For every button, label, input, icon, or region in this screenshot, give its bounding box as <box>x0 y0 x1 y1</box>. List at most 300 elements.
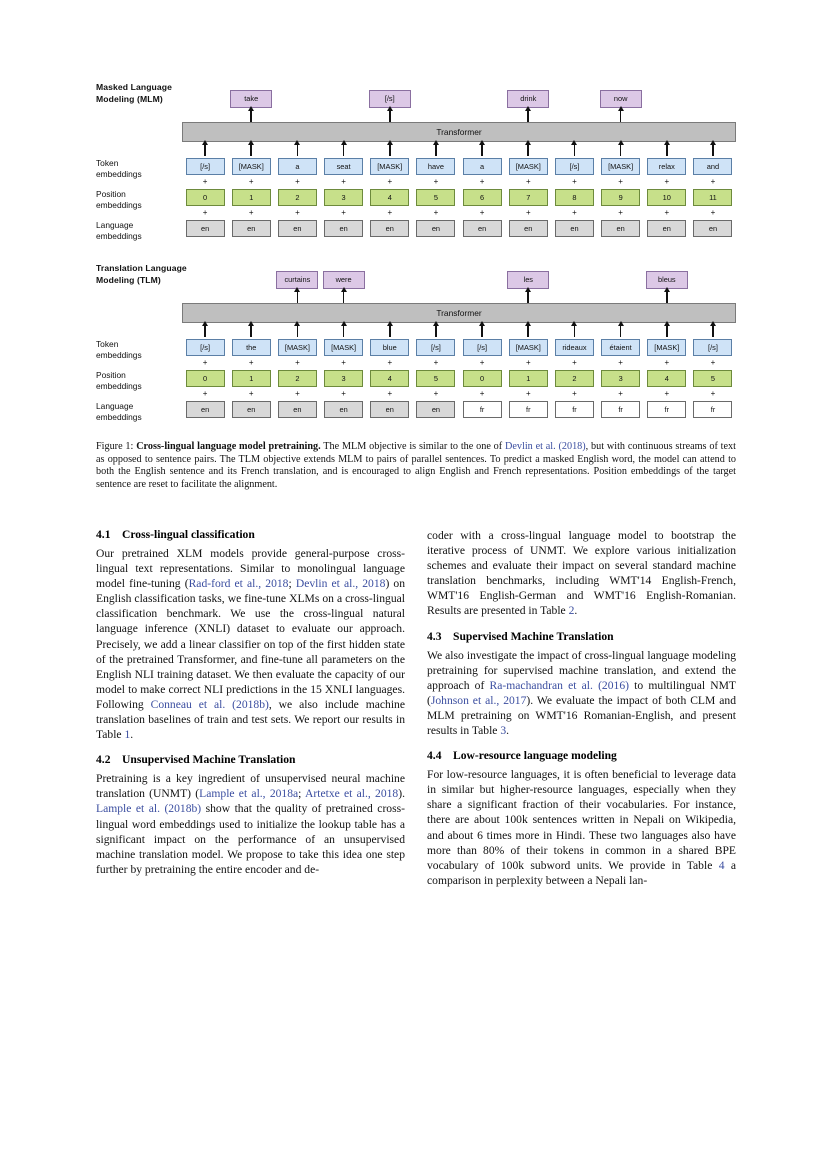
mlm-position-box-7: 7 <box>509 189 548 206</box>
mlm-sum2-plus-3: + <box>341 207 346 217</box>
p41-text-b: ; <box>288 577 296 591</box>
mlm-out-arrow-icon-7 <box>527 110 529 122</box>
citation-lample-2018a[interactable]: Lample et al., 2018a <box>199 787 299 801</box>
tlm-position-cell-7 <box>505 370 551 387</box>
tlm-transformer-label: Transformer <box>436 308 482 318</box>
tlm-out-slot-8 <box>551 291 597 303</box>
mlm-out-slot-8 <box>551 110 597 122</box>
tlm-token-cell-9 <box>598 339 644 356</box>
tlm-language-cell-9 <box>598 401 644 418</box>
mlm-sum2-plus-5: + <box>433 207 439 217</box>
mlm-position-cell-6 <box>459 189 505 206</box>
citation-artetxe-2018[interactable]: Artetxe et al., 2018 <box>305 787 399 801</box>
tlm-sum2-plus-7: + <box>525 388 531 398</box>
mlm-out-slot-10 <box>644 110 690 122</box>
mlm-sum1-plus-5: + <box>433 176 439 186</box>
tlm-output-arrows <box>182 291 736 303</box>
mlm-in-arrow-icon-7 <box>527 144 529 156</box>
mlm-sum1-plus-10: + <box>664 176 670 186</box>
mlm-output-cell-2 <box>274 90 320 108</box>
mlm-sum2-plus-7: + <box>525 207 531 217</box>
tlm-token-cell-3 <box>321 339 367 356</box>
tlm-language-cell-11 <box>690 401 736 418</box>
figure-caption <box>96 441 736 491</box>
mlm-in-arrow-icon-2 <box>297 144 299 156</box>
mlm-position-box-0: 0 <box>186 189 225 206</box>
paragraph-4-4 <box>427 767 736 888</box>
p42-text-d: show that the quality of pretrained cross-lingual word embeddings used to initialize the lookup table has a significant impact on the performance of an unsupervised machine translation model. We propose to take this idea one step further by pretraining the entire encoder and de- <box>96 802 405 876</box>
tlm-language-cell-8 <box>551 401 597 418</box>
tlm-position-box-2: 2 <box>278 370 317 387</box>
mlm-token-cell-11 <box>690 158 736 175</box>
mlm-out-slot-11 <box>690 110 736 122</box>
mlm-out-slot-1 <box>228 110 274 122</box>
section-heading-4-1 <box>96 528 405 542</box>
label-token-2: embeddings <box>96 169 142 179</box>
caption-citation-devlin-year[interactable]: (2018) <box>555 441 586 452</box>
tlm-sum1-plus-5: + <box>433 357 439 367</box>
p43-text-b: to multilingual NMT ( <box>427 678 736 707</box>
tlm-output-empty-11 <box>693 272 732 289</box>
mlm-out-slot-4 <box>367 110 413 122</box>
table-ref-4[interactable]: 4 <box>718 858 725 872</box>
tlm-output-cell-8 <box>551 271 597 289</box>
section-heading-4-3 <box>427 630 736 644</box>
mlm-transformer-label: Transformer <box>436 127 482 137</box>
tlm-output-cell-0 <box>182 271 228 289</box>
caption-bold-title: Cross-lingual language model pretraining. <box>136 441 321 452</box>
mlm-position-cell-7 <box>505 189 551 206</box>
tlm-token-box-8: rideaux <box>555 339 594 356</box>
mlm-token-cell-6 <box>459 158 505 175</box>
mlm-token-cell-3 <box>321 158 367 175</box>
mlm-language-cell-11 <box>690 220 736 237</box>
tlm-sum2-plus-1: + <box>248 388 254 398</box>
paragraph-4-2 <box>96 771 405 877</box>
tlm-language-box-0: en <box>186 401 225 418</box>
mlm-output-empty-5 <box>416 91 455 108</box>
tlm-sum1-plus-9: + <box>618 357 623 367</box>
p42c-text-a: coder with a cross-lingual language model to bootstrap the iterative process of UNMT. We explore various initialization schemes and evaluate their impact on several standard machine translation benchmarks, including WMT'14 English-French, WMT'16 English-German and WMT'16 English-Romanian. Results are presented in Table <box>427 529 736 618</box>
tlm-out-slot-3 <box>321 291 367 303</box>
table-ref-2[interactable]: 2 <box>568 604 575 618</box>
mlm-token-box-11: and <box>693 158 732 175</box>
tlm-sum2-plus-6: + <box>479 388 485 398</box>
p43-text-a: We also investigate the impact of cross-lingual language modeling pretraining for supervised machine translation, and extend the approach of <box>427 648 736 692</box>
tlm-language-cell-7 <box>505 401 551 418</box>
left-column <box>96 528 405 877</box>
mlm-output-cell-10 <box>644 90 690 108</box>
tlm-language-box-6: fr <box>463 401 502 418</box>
mlm-language-box-5: en <box>416 220 455 237</box>
tlm-out-slot-6 <box>459 291 505 303</box>
mlm-input-arrows <box>182 144 736 156</box>
tlm-position-box-10: 4 <box>647 370 686 387</box>
tlm-in-arrow-icon-8 <box>574 325 576 337</box>
tlm-in-arrow-icon-3 <box>343 325 345 337</box>
tlm-language-box-7: fr <box>509 401 548 418</box>
mlm-sum2-plus-0: + <box>202 207 208 217</box>
mlm-out-slot-6 <box>459 110 505 122</box>
section-title-4-1: Cross-lingual classification <box>122 528 255 541</box>
mlm-token-cell-0 <box>182 158 228 175</box>
p42c-text-b: . <box>574 604 578 618</box>
mlm-in-arrow-icon-0 <box>204 144 206 156</box>
mlm-sum1-plus-7: + <box>525 176 531 186</box>
tlm-output-empty-8 <box>555 272 594 289</box>
tlm-token-cell-10 <box>644 339 690 356</box>
tlm-language-box-9: fr <box>601 401 640 418</box>
tlm-language-cell-1 <box>228 401 274 418</box>
tlm-output-box-7: les <box>507 271 549 289</box>
figure-1-diagram <box>96 78 736 438</box>
mlm-block-title <box>96 82 172 105</box>
mlm-language-box-7: en <box>509 220 548 237</box>
section-title-4-2: Unsupervised Machine Translation <box>122 753 296 767</box>
citation-johnson-2017[interactable]: Johnson et al., 2017 <box>430 693 527 707</box>
tlm-token-cell-11 <box>690 339 736 356</box>
tlm-in-slot-4 <box>367 325 413 337</box>
tlm-language-row <box>182 401 736 418</box>
mlm-language-box-10: en <box>647 220 686 237</box>
tlm-sum2-plus-0: + <box>202 388 208 398</box>
tlm-in-arrow-icon-9 <box>620 325 622 337</box>
tlm-language-box-11: fr <box>693 401 732 418</box>
section-heading-4-4 <box>427 749 736 763</box>
tlm-output-cell-1 <box>228 271 274 289</box>
tlm-language-cell-4 <box>367 401 413 418</box>
mlm-out-slot-3 <box>321 110 367 122</box>
tlm-block-title <box>96 263 187 286</box>
mlm-sum1-plus-4: + <box>387 176 393 186</box>
tlm-in-slot-10 <box>644 325 690 337</box>
mlm-position-box-3: 3 <box>324 189 363 206</box>
mlm-in-slot-11 <box>690 144 736 156</box>
mlm-language-cell-1 <box>228 220 274 237</box>
mlm-sum2-plus-9: + <box>618 207 623 217</box>
mlm-token-cell-4 <box>367 158 413 175</box>
mlm-in-arrow-icon-3 <box>343 144 345 156</box>
tlm-output-box-10: bleus <box>646 271 688 289</box>
mlm-language-row-label <box>96 220 142 242</box>
mlm-token-cell-8 <box>551 158 597 175</box>
section-number-4-3: 4.3 <box>427 629 442 643</box>
mlm-token-cell-7 <box>505 158 551 175</box>
p44-text-b: a comparison in perplexity between a Nepali lan- <box>427 858 737 887</box>
table-ref-3[interactable]: 3 <box>500 724 507 738</box>
tlm-position-row-label <box>96 370 142 392</box>
mlm-position-cell-1 <box>228 189 274 206</box>
caption-text-2: , but with continuous streams of text as opposed to sentence pairs. The TLM objective extends MLM to pairs of parallel sentences. To predict a masked English word, the model can attend to both the English sentence and its French translation, and is encouraged to align English and French representations. Position embeddings of the target sentence are reset to facilitate the alignment. <box>96 441 736 490</box>
mlm-token-box-7: [MASK] <box>509 158 548 175</box>
mlm-sum2-plus-10: + <box>664 207 670 217</box>
tlm-out-slot-4 <box>367 291 413 303</box>
mlm-transformer-bar <box>182 122 736 142</box>
mlm-in-arrow-icon-10 <box>666 144 668 156</box>
tlm-sum1-plus-1: + <box>248 357 254 367</box>
label-token-1-tlm: Token <box>96 339 119 349</box>
mlm-token-cell-9 <box>598 158 644 175</box>
tlm-position-box-0: 0 <box>186 370 225 387</box>
mlm-language-cell-10 <box>644 220 690 237</box>
tlm-out-slot-0 <box>182 291 228 303</box>
mlm-sum1-plus-9: + <box>618 176 623 186</box>
mlm-sum1-plus-0: + <box>202 176 208 186</box>
mlm-plus-row-1 <box>182 177 736 186</box>
tlm-token-cell-4 <box>367 339 413 356</box>
tlm-position-box-9: 3 <box>601 370 640 387</box>
tlm-title-line1: Translation Language <box>96 263 187 273</box>
tlm-output-empty-9 <box>601 272 640 289</box>
mlm-output-empty-11 <box>693 91 732 108</box>
tlm-sum1-plus-3: + <box>341 357 346 367</box>
mlm-in-slot-6 <box>459 144 505 156</box>
label-position-2: embeddings <box>96 200 142 210</box>
mlm-output-empty-8 <box>555 91 594 108</box>
tlm-in-slot-1 <box>228 325 274 337</box>
paragraph-4-3 <box>427 648 736 739</box>
mlm-sum1-plus-8: + <box>572 176 577 186</box>
tlm-position-cell-2 <box>274 370 320 387</box>
mlm-out-slot-9 <box>598 110 644 122</box>
label-language-2-tlm: embeddings <box>96 412 142 422</box>
tlm-token-row <box>182 339 736 356</box>
mlm-language-cell-6 <box>459 220 505 237</box>
mlm-language-cell-7 <box>505 220 551 237</box>
mlm-output-empty-2 <box>278 91 317 108</box>
p41-text-e: . <box>130 728 134 742</box>
citation-radford-2018[interactable]: Rad-ford et al., 2018 <box>188 577 289 591</box>
mlm-language-row <box>182 220 736 237</box>
tlm-in-arrow-icon-6 <box>481 325 483 337</box>
tlm-out-arrow-icon-7 <box>527 291 529 303</box>
mlm-output-empty-10 <box>647 91 686 108</box>
mlm-language-box-8: en <box>555 220 594 237</box>
mlm-position-box-8: 8 <box>555 189 594 206</box>
mlm-language-cell-8 <box>551 220 597 237</box>
tlm-position-box-3: 3 <box>324 370 363 387</box>
mlm-out-slot-7 <box>505 110 551 122</box>
mlm-in-slot-9 <box>598 144 644 156</box>
mlm-token-box-8: [/s] <box>555 158 594 175</box>
mlm-position-box-11: 11 <box>693 189 732 206</box>
tlm-position-cell-8 <box>551 370 597 387</box>
tlm-sum1-plus-11: + <box>710 357 716 367</box>
mlm-language-cell-4 <box>367 220 413 237</box>
tlm-in-slot-5 <box>413 325 459 337</box>
mlm-in-slot-3 <box>321 144 367 156</box>
mlm-in-slot-1 <box>228 144 274 156</box>
mlm-sum1-plus-1: + <box>248 176 254 186</box>
mlm-in-arrow-icon-9 <box>620 144 622 156</box>
tlm-position-cell-1 <box>228 370 274 387</box>
tlm-out-slot-11 <box>690 291 736 303</box>
mlm-sum2-plus-2: + <box>295 207 300 217</box>
mlm-position-cell-4 <box>367 189 413 206</box>
mlm-position-cell-2 <box>274 189 320 206</box>
mlm-position-cell-10 <box>644 189 690 206</box>
tlm-position-cell-4 <box>367 370 413 387</box>
tlm-output-box-2: curtains <box>276 271 318 289</box>
label-position-1-tlm: Position <box>96 370 126 380</box>
tlm-sum2-plus-10: + <box>664 388 670 398</box>
tlm-language-box-4: en <box>370 401 409 418</box>
mlm-sum2-plus-6: + <box>479 207 485 217</box>
mlm-in-slot-10 <box>644 144 690 156</box>
p41-text-c: ) on English classification tasks, we fine-tune XLMs on a cross-lingual classification benchmark. We use the cross-lingual natural language inference (XNLI) dataset to evaluate our approach. Precisely, we add a linear classifier on top of the first hidden state of the pretrained Transformer, and fine-tune all parameters on the English NLI training dataset. We then evaluate the capacity of our model to make correct NLI predictions in the 15 XNLI languages. Following <box>96 577 406 711</box>
mlm-out-slot-0 <box>182 110 228 122</box>
mlm-token-box-1: [MASK] <box>232 158 271 175</box>
tlm-out-arrow-icon-3 <box>343 291 345 303</box>
tlm-in-slot-7 <box>505 325 551 337</box>
mlm-in-arrow-icon-5 <box>435 144 437 156</box>
mlm-sum2-plus-4: + <box>387 207 393 217</box>
tlm-in-slot-0 <box>182 325 228 337</box>
tlm-language-box-1: en <box>232 401 271 418</box>
mlm-output-cell-0 <box>182 90 228 108</box>
section-title-4-3: Supervised Machine Translation <box>453 629 614 643</box>
tlm-language-cell-3 <box>321 401 367 418</box>
tlm-output-empty-1 <box>232 272 271 289</box>
tlm-output-cell-4 <box>367 271 413 289</box>
label-token-2-tlm: embeddings <box>96 350 142 360</box>
citation-conneau-2018b[interactable]: Conneau et al. (2018b) <box>150 697 269 711</box>
tlm-position-cell-9 <box>598 370 644 387</box>
p42-text-a: Pretraining is a key ingredient of unsupervised neural machine translation (UNMT) ( <box>96 772 405 801</box>
citation-devlin-2018[interactable]: Devlin et al., 2018 <box>295 577 386 591</box>
mlm-position-box-5: 5 <box>416 189 455 206</box>
tlm-in-slot-11 <box>690 325 736 337</box>
mlm-output-box-7: drink <box>507 90 549 108</box>
mlm-position-box-10: 10 <box>647 189 686 206</box>
tlm-token-box-3: [MASK] <box>324 339 363 356</box>
tlm-sum1-plus-0: + <box>202 357 208 367</box>
mlm-position-box-9: 9 <box>601 189 640 206</box>
section-number-4-2: 4.2 <box>96 753 111 767</box>
tlm-position-box-7: 1 <box>509 370 548 387</box>
tlm-position-box-11: 5 <box>693 370 732 387</box>
tlm-sum2-plus-11: + <box>710 388 716 398</box>
tlm-language-box-2: en <box>278 401 317 418</box>
tlm-output-cell-5 <box>413 271 459 289</box>
mlm-sum2-plus-1: + <box>248 207 254 217</box>
tlm-language-box-10: fr <box>647 401 686 418</box>
mlm-sum1-plus-2: + <box>295 176 300 186</box>
p43-text-c: ). We evaluate the impact of both CLM and MLM pretraining on WMT'16 Romanian-English, and present results in Table <box>427 693 736 738</box>
table-ref-1[interactable]: 1 <box>124 728 131 742</box>
tlm-sum2-plus-4: + <box>387 388 393 398</box>
label-token-1: Token <box>96 158 119 168</box>
mlm-output-box-9: now <box>600 90 642 108</box>
mlm-position-row <box>182 189 736 206</box>
mlm-in-slot-5 <box>413 144 459 156</box>
tlm-token-box-10: [MASK] <box>647 339 686 356</box>
mlm-position-cell-5 <box>413 189 459 206</box>
mlm-language-box-1: en <box>232 220 271 237</box>
tlm-token-box-0: [/s] <box>186 339 225 356</box>
tlm-language-box-8: fr <box>555 401 594 418</box>
tlm-in-slot-6 <box>459 325 505 337</box>
tlm-sum2-plus-5: + <box>433 388 439 398</box>
citation-lample-2018b[interactable]: Lample et al. (2018b) <box>96 802 202 816</box>
tlm-token-cell-7 <box>505 339 551 356</box>
mlm-output-empty-3 <box>324 91 363 108</box>
tlm-token-box-11: [/s] <box>693 339 732 356</box>
mlm-language-box-3: en <box>324 220 363 237</box>
mlm-title-line2: Modeling (MLM) <box>96 93 163 104</box>
tlm-language-cell-6 <box>459 401 505 418</box>
tlm-language-cell-10 <box>644 401 690 418</box>
mlm-in-slot-2 <box>274 144 320 156</box>
tlm-output-row <box>182 271 736 289</box>
tlm-output-empty-5 <box>416 272 455 289</box>
mlm-language-box-11: en <box>693 220 732 237</box>
tlm-token-cell-5 <box>413 339 459 356</box>
citation-ramachandran-2016[interactable]: Ra-machandran et al. (2016) <box>489 678 629 692</box>
mlm-language-cell-9 <box>598 220 644 237</box>
mlm-position-cell-8 <box>551 189 597 206</box>
tlm-position-cell-0 <box>182 370 228 387</box>
tlm-output-cell-6 <box>459 271 505 289</box>
mlm-out-arrow-icon-9 <box>620 110 622 122</box>
tlm-token-cell-2 <box>274 339 320 356</box>
tlm-token-box-7: [MASK] <box>509 339 548 356</box>
section-heading-4-2 <box>96 753 405 767</box>
tlm-sum1-plus-6: + <box>479 357 485 367</box>
tlm-sum1-plus-8: + <box>572 357 577 367</box>
label-position-1: Position <box>96 189 126 199</box>
tlm-output-empty-0 <box>186 272 225 289</box>
tlm-position-box-4: 4 <box>370 370 409 387</box>
mlm-plus-row-2 <box>182 208 736 217</box>
mlm-output-cell-3 <box>321 90 367 108</box>
caption-label: Figure 1: <box>96 441 134 452</box>
section-title-4-4: Low-resource language modeling <box>453 749 617 763</box>
tlm-token-row-label <box>96 339 142 361</box>
caption-citation-devlin[interactable]: Devlin et al. <box>505 441 556 452</box>
tlm-token-box-1: the <box>232 339 271 356</box>
tlm-in-slot-9 <box>598 325 644 337</box>
tlm-in-arrow-icon-11 <box>712 325 714 337</box>
mlm-in-slot-8 <box>551 144 597 156</box>
tlm-in-slot-2 <box>274 325 320 337</box>
mlm-output-box-1: take <box>230 90 272 108</box>
mlm-output-empty-6 <box>463 91 502 108</box>
mlm-in-slot-4 <box>367 144 413 156</box>
mlm-position-cell-9 <box>598 189 644 206</box>
mlm-in-slot-7 <box>505 144 551 156</box>
mlm-token-box-10: relax <box>647 158 686 175</box>
p42-text-b: ; <box>298 787 305 801</box>
tlm-token-box-4: blue <box>370 339 409 356</box>
mlm-language-box-6: en <box>463 220 502 237</box>
tlm-sum1-plus-4: + <box>387 357 393 367</box>
tlm-out-arrow-icon-2 <box>297 291 299 303</box>
tlm-in-arrow-icon-4 <box>389 325 391 337</box>
mlm-output-cell-11 <box>690 90 736 108</box>
mlm-language-box-9: en <box>601 220 640 237</box>
tlm-input-arrows <box>182 325 736 337</box>
tlm-token-box-2: [MASK] <box>278 339 317 356</box>
mlm-in-arrow-icon-1 <box>250 144 252 156</box>
tlm-sum2-plus-2: + <box>295 388 300 398</box>
mlm-token-cell-5 <box>413 158 459 175</box>
tlm-sum1-plus-7: + <box>525 357 531 367</box>
mlm-output-empty-0 <box>186 91 225 108</box>
mlm-out-arrow-icon-4 <box>389 110 391 122</box>
mlm-output-cell-5 <box>413 90 459 108</box>
tlm-language-cell-5 <box>413 401 459 418</box>
